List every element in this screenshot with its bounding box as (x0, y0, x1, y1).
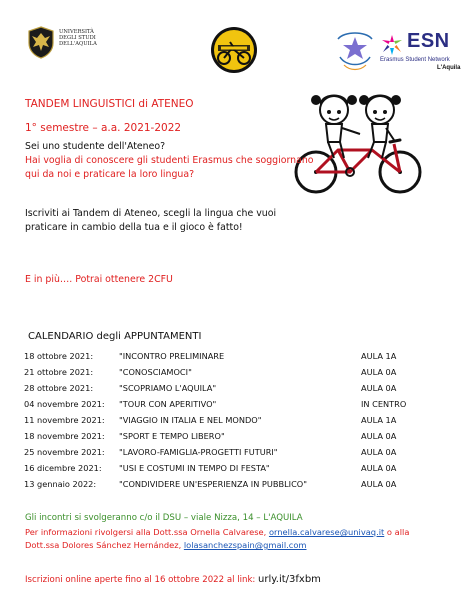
event-title: "CONOSCIAMOCI" (119, 367, 192, 377)
calendar-row (24, 476, 454, 492)
university-name-line: DEGLI STUDI (59, 35, 96, 42)
invite-paragraph: Iscriviti ai Tandem di Ateneo, scegli la lingua che vuoi praticare in cambio della tua e il gioco è fatto! (25, 208, 277, 233)
eagle-crest-icon (26, 25, 56, 59)
event-title: "CONDIVIDERE UN'ESPERIENZA IN PUBBLICO" (119, 479, 308, 489)
esn-star-icon (380, 34, 404, 56)
event-title: "INCONTRO PRELIMINARE (119, 351, 225, 361)
event-place: AULA 0A (361, 367, 397, 377)
event-place: AULA 0A (361, 383, 397, 393)
calendar-row (24, 348, 454, 364)
calendar-row (24, 412, 454, 428)
esn-subtitle: Erasmus Student Network (380, 57, 450, 63)
contact-mid: o alla (386, 527, 410, 537)
event-date: 11 novembre 2021: (24, 415, 105, 425)
event-title: "USI E COSTUMI IN TEMPO DI FESTA" (119, 463, 270, 473)
email-link-calvarese[interactable]: ornella.calvarese@univaq.it (268, 527, 385, 537)
contact-line-1 (25, 526, 409, 540)
calendar-row (24, 396, 454, 412)
event-place: AULA 0A (361, 463, 397, 473)
event-date: 13 gennaio 2022: (24, 479, 97, 489)
event-date: 25 novembre 2021: (24, 447, 105, 457)
event-place: IN CENTRO (361, 399, 407, 409)
event-date: 28 ottobre 2021: (24, 383, 94, 393)
event-title: "LAVORO-FAMIGLIA-PROGETTI FUTURI" (119, 447, 278, 457)
question-student: Sei uno studente dell'Ateneo? (25, 141, 166, 152)
calendar-row (24, 428, 454, 444)
event-place: AULA 0A (361, 447, 397, 457)
registration-link[interactable]: urly.it/3fxbm (258, 574, 321, 585)
event-title: "SPORT E TEMPO LIBERO" (119, 431, 225, 441)
event-title: "TOUR CON APERITIVO" (119, 399, 217, 409)
event-place: AULA 1A (361, 351, 397, 361)
event-date: 18 novembre 2021: (24, 431, 105, 441)
contact-prefix: Per informazioni rivolgersi alla Dott.ssa Ornella Calvarese, (25, 527, 267, 537)
calendar-row (24, 444, 454, 460)
event-date: 18 ottobre 2021: (24, 351, 94, 361)
cfu-note: E in più…. Potrai ottenere 2CFU (25, 274, 173, 285)
university-logo (26, 25, 126, 59)
university-name (59, 29, 97, 48)
registration-line (25, 573, 321, 588)
event-date: 04 novembre 2021: (24, 399, 105, 409)
event-title: "SCOPRIAMO L'AQUILA" (119, 383, 217, 393)
esn-wordmark: ESN (407, 30, 450, 52)
calendar-row (24, 364, 454, 380)
event-place: AULA 0A (361, 431, 397, 441)
registration-text: Iscrizioni online aperte fino al 16 ottobre 2022 al link: (25, 575, 256, 585)
page-title: TANDEM LINGUISTICI di ATENEO (25, 98, 194, 110)
university-name-line: DELL'AQUILA (59, 41, 97, 48)
email-link-sanchez[interactable]: lolasanchezspain@gmail.com (183, 540, 307, 550)
calendar-row (24, 380, 454, 396)
event-date: 16 dicembre 2021: (24, 463, 102, 473)
calendar-heading: CALENDARIO degli APPUNTAMENTI (28, 331, 202, 342)
tandem-bicycle-badge-icon (210, 26, 258, 74)
event-title: "VIAGGIO IN ITALIA E NEL MONDO" (119, 415, 262, 425)
semester-line: 1° semestre – a.a. 2021-2022 (25, 122, 182, 134)
event-date: 21 ottobre 2021: (24, 367, 94, 377)
esn-laquila-star-logo-icon (334, 27, 376, 73)
calendar-row (24, 460, 454, 476)
esn-city: L'Aquila (437, 65, 461, 71)
contact-name-2: Dott.ssa Dolores Sánchez Hernández, (25, 540, 182, 550)
question-erasmus: Hai voglia di conoscere gli studenti Erasmus che soggiornano qui da noi e praticare la loro lingua? (25, 155, 314, 180)
contact-line-2 (25, 539, 307, 553)
event-place: AULA 1A (361, 415, 397, 425)
event-place: AULA 0A (361, 479, 397, 489)
venue-note: Gli incontri si svolgeranno c/o il DSU – viale Nizza, 14 – L'AQUILA (25, 513, 303, 523)
university-name-line: UNIVERSITÀ (59, 29, 94, 35)
